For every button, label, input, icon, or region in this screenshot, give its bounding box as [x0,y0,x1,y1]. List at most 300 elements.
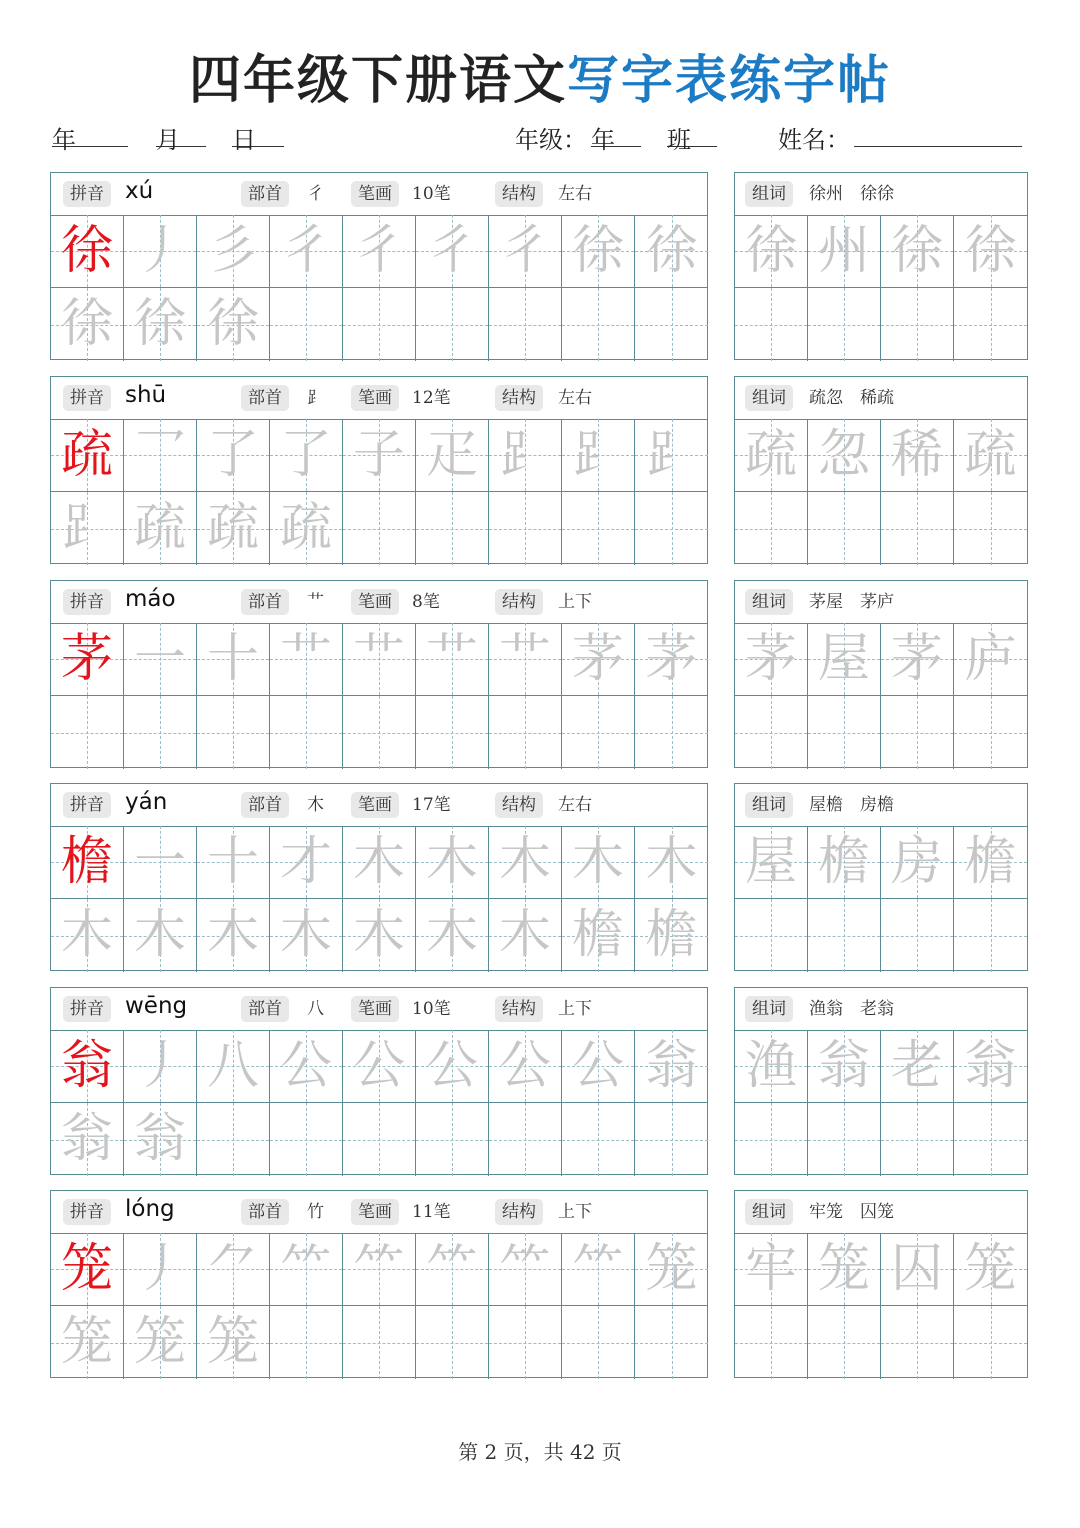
writing-cell[interactable] [635,899,708,972]
word-cell[interactable] [808,215,881,288]
trace-stroke: 彡 [206,221,259,281]
structure-tag: 结构 [495,181,543,207]
writing-cell[interactable] [124,288,197,361]
word-character: 疏 [964,425,1017,485]
word-cell[interactable] [735,1306,808,1379]
trace-stroke: 徐 [645,221,698,281]
class-label: 班 [667,126,691,154]
writing-cell[interactable] [343,826,416,899]
writing-cell[interactable] [489,826,562,899]
writing-cell[interactable] [270,1233,343,1306]
writing-cell[interactable] [270,419,343,492]
trace-stroke: 丿 [133,1036,186,1096]
trace-stroke: 丿 [133,221,186,281]
word-character: 檐 [964,832,1017,892]
trace-stroke: 木 [425,832,478,892]
writing-cell[interactable] [562,1030,635,1103]
writing-cell[interactable] [416,623,489,696]
writing-cell[interactable] [489,1103,562,1176]
trace-stroke: 翁 [133,1109,186,1169]
writing-cell[interactable] [562,1306,635,1379]
pinyin-value: yán [125,789,168,815]
writing-cell[interactable] [270,1306,343,1379]
trace-stroke: ⺮ [571,1239,624,1299]
writing-cell[interactable] [343,1030,416,1103]
writing-cell[interactable] [635,1233,708,1306]
writing-cell[interactable] [124,1103,197,1176]
writing-cell[interactable] [635,826,708,899]
writing-cell[interactable] [635,215,708,288]
word-character: 徐 [964,221,1017,281]
page-title [0,38,1080,113]
writing-cell[interactable] [343,696,416,769]
pinyin-value: máo [125,586,176,612]
word-character: 笼 [964,1239,1017,1299]
strokes-tag: 笔画 [351,792,399,818]
writing-cell[interactable] [124,419,197,492]
trace-stroke: 笼 [206,1312,259,1372]
word-panel [734,783,1028,971]
info-header [51,1191,707,1234]
pinyin-tag: 拼音 [63,996,111,1022]
writing-cell[interactable] [343,492,416,565]
word-cell[interactable] [881,215,954,288]
word-cell[interactable] [881,1233,954,1306]
word-cell[interactable] [735,288,808,361]
word-character: 渔 [744,1036,797,1096]
practice-panel [50,987,708,1175]
word-character: 茅 [744,629,797,689]
writing-cell[interactable] [635,1030,708,1103]
word-cell[interactable] [954,288,1027,361]
trace-stroke: 木 [425,905,478,965]
radical-value: 木 [307,795,324,815]
word-header [735,581,1027,624]
info-header [51,784,707,827]
model-character: 茅 [60,629,113,689]
writing-cell[interactable] [489,288,562,361]
writing-cell[interactable] [489,623,562,696]
trace-stroke: 疏 [279,498,332,558]
meta-row [52,120,1024,156]
writing-cell[interactable] [635,492,708,565]
character-block [50,376,1028,566]
word-cell[interactable] [881,419,954,492]
trace-stroke: 彳 [425,221,478,281]
word-cell[interactable] [808,288,881,361]
writing-cell[interactable] [635,1306,708,1379]
grade-label: 年级： [515,126,587,154]
writing-cell[interactable] [416,1233,489,1306]
writing-cell[interactable] [51,1030,124,1103]
writing-cell[interactable] [343,288,416,361]
trace-stroke: 乛 [133,425,186,485]
writing-cell[interactable] [124,215,197,288]
character-block [50,1190,1028,1380]
strokes-value: 8笔 [412,592,440,612]
strokes-value: 10笔 [412,184,451,204]
trace-stroke: 徐 [571,221,624,281]
trace-stroke: 八 [206,1036,259,1096]
writing-cell[interactable] [562,288,635,361]
structure-tag: 结构 [495,1199,543,1225]
writing-cell[interactable] [124,1030,197,1103]
word-character: 房 [890,832,943,892]
writing-cell[interactable] [635,623,708,696]
writing-cell[interactable] [270,899,343,972]
writing-cell[interactable] [635,288,708,361]
trace-stroke: 檐 [571,905,624,965]
writing-cell[interactable] [416,492,489,565]
writing-cell[interactable] [124,1233,197,1306]
radical-value: 竹 [307,1202,324,1222]
word-cell[interactable] [954,1030,1027,1103]
trace-stroke: 木 [498,905,551,965]
word-cell[interactable] [808,1103,881,1176]
name-blank[interactable] [854,120,1022,147]
writing-cell[interactable] [416,899,489,972]
trace-stroke: 彳 [279,221,332,281]
writing-cell[interactable] [489,899,562,972]
writing-cell[interactable] [197,492,270,565]
word-cell[interactable] [954,1306,1027,1379]
words-tag: 组词 [745,181,793,207]
words-tag: 组词 [745,996,793,1022]
writing-cell[interactable] [270,623,343,696]
trace-stroke: 徐 [206,294,259,354]
structure-tag: 结构 [495,996,543,1022]
writing-cell[interactable] [51,419,124,492]
structure-value: 上下 [558,592,592,612]
word-cell[interactable] [808,419,881,492]
writing-cell[interactable] [51,826,124,899]
trace-stroke: 木 [279,905,332,965]
writing-cell[interactable] [51,492,124,565]
writing-cell[interactable] [416,1103,489,1176]
model-character: 翁 [60,1036,113,1096]
word-character: 州 [817,221,870,281]
pinyin-tag: 拼音 [63,792,111,818]
trace-stroke: 翁 [645,1036,698,1096]
writing-cell[interactable] [489,1233,562,1306]
word-panel [734,376,1028,564]
writing-cell[interactable] [124,899,197,972]
strokes-value: 17笔 [412,795,451,815]
strokes-value: 11笔 [412,1202,451,1222]
word-cell[interactable] [808,623,881,696]
practice-panel [50,1190,708,1378]
writing-cell[interactable] [343,1103,416,1176]
trace-stroke: 疋 [425,425,478,485]
writing-cell[interactable] [635,419,708,492]
structure-value: 左右 [558,795,592,815]
writing-cell[interactable] [635,696,708,769]
radical-tag: 部首 [241,385,289,411]
writing-cell[interactable] [197,1103,270,1176]
word-character: 屋 [744,832,797,892]
writing-cell[interactable] [270,696,343,769]
word-cell[interactable] [735,623,808,696]
writing-cell[interactable] [343,419,416,492]
writing-cell[interactable] [343,215,416,288]
writing-cell[interactable] [343,1306,416,1379]
structure-tag: 结构 [495,792,543,818]
word-character: 忽 [817,425,870,485]
trace-stroke: ⺮ [279,1239,332,1299]
word-cell[interactable] [881,696,954,769]
trace-stroke: 艹 [279,629,332,689]
strokes-value: 10笔 [412,999,451,1019]
word-cell[interactable] [881,1103,954,1176]
writing-cell[interactable] [489,492,562,565]
word-cell[interactable] [735,1103,808,1176]
character-block [50,172,1028,362]
writing-cell[interactable] [489,1306,562,1379]
words-tag: 组词 [745,589,793,615]
word-cell[interactable] [735,492,808,565]
word-cell[interactable] [954,1233,1027,1306]
writing-cell[interactable] [197,696,270,769]
trace-stroke: 疏 [133,498,186,558]
writing-cell[interactable] [270,1030,343,1103]
word-cell[interactable] [881,623,954,696]
word-cell[interactable] [881,1306,954,1379]
trace-stroke: 十 [206,832,259,892]
writing-cell[interactable] [489,696,562,769]
word-cell[interactable] [954,623,1027,696]
title-highlight: 写字表练字帖 [567,50,892,111]
word-character: 庐 [964,629,1017,689]
word-character: 屋 [817,629,870,689]
word-cell[interactable] [735,899,808,972]
radical-tag: 部首 [241,589,289,615]
writing-cell[interactable] [270,1103,343,1176]
model-character: 笼 [60,1239,113,1299]
writing-cell[interactable] [562,492,635,565]
writing-cell[interactable] [124,623,197,696]
word-character: 牢 [744,1239,797,1299]
page-footer: 第 2 页，共 42 页 [458,1440,622,1464]
trace-stroke: 徐 [133,294,186,354]
word-panel [734,1190,1028,1378]
month-label: 月 [156,126,180,154]
radical-value: 艹 [307,592,324,612]
trace-stroke: 木 [571,832,624,892]
words-tag: 组词 [745,1199,793,1225]
word-cell[interactable] [808,899,881,972]
words-tag: 组词 [745,792,793,818]
writing-cell[interactable] [197,419,270,492]
trace-stroke: 公 [498,1036,551,1096]
word-cell[interactable] [735,826,808,899]
model-character: 檐 [60,832,113,892]
writing-cell[interactable] [562,1103,635,1176]
word-character: 翁 [817,1036,870,1096]
word-cell[interactable] [735,1030,808,1103]
word-character: 笼 [817,1239,870,1299]
writing-cell[interactable] [51,215,124,288]
writing-cell[interactable] [197,1306,270,1379]
trace-stroke: ⺈ [206,1239,259,1299]
word-cell[interactable] [881,1030,954,1103]
pinyin-value: wēng [125,993,188,1019]
word-cell[interactable] [881,826,954,899]
word-panel [734,580,1028,768]
writing-cell[interactable] [51,1103,124,1176]
writing-cell[interactable] [51,899,124,972]
writing-cell[interactable] [416,1306,489,1379]
writing-cell[interactable] [562,623,635,696]
words-value: 茅屋 茅庐 [809,592,894,612]
strokes-tag: 笔画 [351,589,399,615]
trace-stroke: 艹 [425,629,478,689]
word-character: 徐 [890,221,943,281]
writing-cell[interactable] [635,1103,708,1176]
trace-stroke: 才 [279,832,332,892]
character-block [50,987,1028,1177]
writing-cell[interactable] [197,623,270,696]
writing-cell[interactable] [51,623,124,696]
writing-cell[interactable] [416,288,489,361]
word-header [735,784,1027,827]
writing-cell[interactable] [343,623,416,696]
writing-cell[interactable] [270,215,343,288]
writing-cell[interactable] [489,419,562,492]
word-cell[interactable] [735,215,808,288]
word-cell[interactable] [881,492,954,565]
word-cell[interactable] [954,696,1027,769]
writing-cell[interactable] [51,1306,124,1379]
radical-tag: 部首 [241,1199,289,1225]
strokes-tag: 笔画 [351,1199,399,1225]
info-header [51,988,707,1031]
writing-cell[interactable] [562,419,635,492]
word-cell[interactable] [954,899,1027,972]
writing-cell[interactable] [489,1030,562,1103]
writing-cell[interactable] [416,826,489,899]
word-cell[interactable] [881,288,954,361]
writing-cell[interactable] [197,826,270,899]
writing-cell[interactable] [416,215,489,288]
trace-stroke: ⺮ [498,1239,551,1299]
word-cell[interactable] [808,826,881,899]
writing-cell[interactable] [197,1030,270,1103]
words-value: 屋檐 房檐 [809,795,894,815]
radical-value: ⻊ [307,388,324,408]
trace-stroke: 徐 [60,294,113,354]
writing-cell[interactable] [124,492,197,565]
trace-stroke: 茅 [571,629,624,689]
strokes-value: 12笔 [412,388,451,408]
writing-cell[interactable] [197,1233,270,1306]
structure-tag: 结构 [495,589,543,615]
word-cell[interactable] [808,1306,881,1379]
radical-tag: 部首 [241,181,289,207]
word-header [735,377,1027,420]
word-cell[interactable] [954,215,1027,288]
trace-stroke: 了 [206,425,259,485]
trace-stroke: 公 [279,1036,332,1096]
word-cell[interactable] [808,1030,881,1103]
writing-cell[interactable] [124,1306,197,1379]
word-cell[interactable] [735,1233,808,1306]
grade-year-label: 年 [591,126,615,154]
words-tag: 组词 [745,385,793,411]
pinyin-tag: 拼音 [63,181,111,207]
writing-cell[interactable] [343,899,416,972]
writing-cell[interactable] [124,826,197,899]
word-character: 徐 [744,221,797,281]
word-character: 翁 [964,1036,1017,1096]
writing-cell[interactable] [270,826,343,899]
writing-cell[interactable] [51,696,124,769]
word-character: 檐 [817,832,870,892]
structure-value: 上下 [558,999,592,1019]
word-cell[interactable] [881,899,954,972]
word-header [735,173,1027,216]
word-cell[interactable] [954,826,1027,899]
words-value: 疏忽 稀疏 [809,388,894,408]
writing-cell[interactable] [489,215,562,288]
writing-cell[interactable] [416,1030,489,1103]
writing-cell[interactable] [197,899,270,972]
writing-cell[interactable] [51,1233,124,1306]
writing-cell[interactable] [343,1233,416,1306]
writing-cell[interactable] [270,492,343,565]
writing-cell[interactable] [270,288,343,361]
writing-cell[interactable] [51,288,124,361]
writing-cell[interactable] [124,696,197,769]
word-cell[interactable] [808,492,881,565]
writing-cell[interactable] [416,696,489,769]
word-header [735,1191,1027,1234]
structure-value: 左右 [558,184,592,204]
trace-stroke: 笼 [133,1312,186,1372]
word-cell[interactable] [735,419,808,492]
info-header [51,377,707,420]
writing-cell[interactable] [562,215,635,288]
word-cell[interactable] [954,419,1027,492]
trace-stroke: 茅 [645,629,698,689]
word-cell[interactable] [954,1103,1027,1176]
trace-stroke: ⻊ [645,425,698,485]
character-block [50,783,1028,973]
word-cell[interactable] [808,696,881,769]
pinyin-tag: 拼音 [63,385,111,411]
character-block [50,580,1028,770]
writing-cell[interactable] [562,696,635,769]
writing-cell[interactable] [197,288,270,361]
writing-cell[interactable] [562,826,635,899]
trace-stroke: 一 [133,832,186,892]
name-label: 姓名： [778,126,850,154]
word-cell[interactable] [735,696,808,769]
trace-stroke: ⺮ [352,1239,405,1299]
trace-stroke: 疏 [206,498,259,558]
trace-stroke: 公 [571,1036,624,1096]
word-cell[interactable] [954,492,1027,565]
words-value: 渔翁 老翁 [809,999,894,1019]
practice-panel [50,376,708,564]
word-panel [734,987,1028,1175]
writing-cell[interactable] [197,215,270,288]
writing-cell[interactable] [562,1233,635,1306]
word-cell[interactable] [808,1233,881,1306]
writing-cell[interactable] [562,899,635,972]
pinyin-tag: 拼音 [63,589,111,615]
writing-cell[interactable] [416,419,489,492]
trace-stroke: ⻊ [60,498,113,558]
